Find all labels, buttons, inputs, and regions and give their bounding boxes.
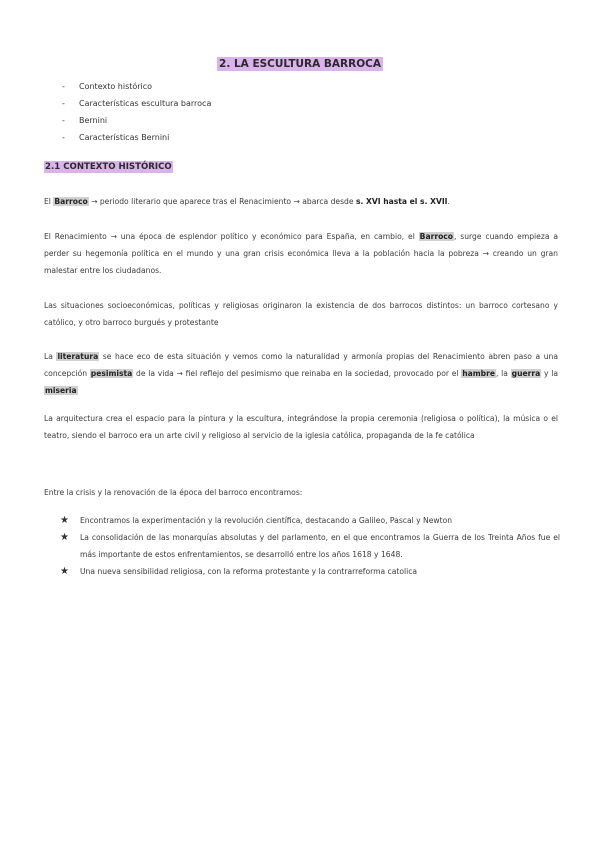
paragraph-literatura	[44, 348, 558, 399]
list-item-text: La consolidación de las monarquías absolutas y del parlamento, en el que encontramos la Guerra de los Treinta Años fue el más importante de estos enfrentamientos, se desarrolló entre los años 1618 y 1648.	[80, 533, 560, 559]
list-item-text: Encontramos la experimentación y la revolución científica, destacando a Galileo, Pascal y Newton	[80, 516, 453, 525]
paragraph-intro-list: Entre la crisis y la renovación de la época del barroco encontramos:	[44, 488, 303, 497]
toc-dash: -	[62, 116, 65, 125]
paragraph-arquitectura: La arquitectura crea el espacio para la pintura y la escultura, integrándose la propia ceremonia (religiosa o política), la música o el teatro, siendo el barroco era un arte civil y religioso al servicio de la iglesia católica, propaganda de la fe católica	[44, 414, 558, 440]
list-item	[60, 512, 560, 529]
keyword-highlight: miseria	[45, 386, 77, 395]
paragraph-barroco-definition	[44, 193, 558, 210]
list-item	[60, 529, 560, 563]
toc-item	[62, 78, 211, 95]
keyword-bold: s. XVI hasta el s. XVII	[355, 197, 448, 206]
paragraph-situaciones: Las situaciones socioeconómicas, políticas y religiosas originaron la existencia de dos barrocos distintos: un barroco cortesano y católico, y otro barroco burgués y protestante	[44, 301, 558, 327]
text-run: de la vida → fiel reflejo del pesimismo que reinaba en la sociedad, provocado por el	[133, 369, 462, 378]
text-run: se hace eco de esta situación y vemos como la naturalidad y armonía propias del Renacimiento abren paso a una concepción	[44, 352, 558, 378]
toc-dash: -	[62, 99, 65, 108]
star-icon: ★	[60, 566, 69, 577]
table-of-contents	[62, 78, 211, 146]
list-item	[60, 563, 560, 580]
paragraph-renacimiento	[44, 228, 558, 279]
section-heading-text: 2.1 CONTEXTO HISTÓRICO	[45, 162, 172, 172]
keyword-highlight: guerra	[511, 369, 541, 378]
toc-item-label: Características escultura barroca	[79, 99, 212, 108]
list-item-text: Una nueva sensibilidad religiosa, con la reforma protestante y la contrarreforma catolica	[80, 567, 418, 576]
keyword-highlight: pesimista	[90, 369, 133, 378]
text-run: y la	[541, 369, 558, 378]
star-icon: ★	[60, 515, 69, 526]
section-heading	[44, 162, 173, 172]
document-title	[0, 58, 600, 70]
keyword-highlight: literatura	[57, 352, 99, 361]
toc-item	[62, 95, 211, 112]
text-run: → periodo literario que aparece tras el Renacimiento → abarca desde	[88, 197, 356, 206]
text-run: El	[44, 197, 54, 206]
text-run: El Renacimiento → una época de esplendor político y económico para España, en cambio, el	[44, 232, 419, 241]
text-run: , surge cuando empieza a perder su hegemonía política en el mundo y una gran crisis económica lleva a la población hacia la pobreza → creando un gran malestar entre los ciudadanos.	[44, 232, 558, 275]
keyword-highlight: Barroco	[419, 232, 454, 241]
toc-item-label: Bernini	[79, 116, 108, 125]
toc-item	[62, 112, 211, 129]
toc-item	[62, 129, 211, 146]
star-list	[60, 512, 560, 580]
text-run: .	[447, 197, 450, 206]
toc-item-label: Características Bernini	[79, 133, 170, 142]
text-run: , la	[496, 369, 511, 378]
text-run: La	[44, 352, 57, 361]
toc-dash: -	[62, 82, 65, 91]
keyword-highlight: Barroco	[54, 197, 88, 206]
keyword-highlight: hambre	[462, 369, 495, 378]
toc-item-label: Contexto histórico	[79, 82, 153, 91]
star-icon: ★	[60, 532, 69, 543]
document-title-text: 2. LA ESCULTURA BARROCA	[219, 58, 381, 70]
toc-dash: -	[62, 133, 65, 142]
